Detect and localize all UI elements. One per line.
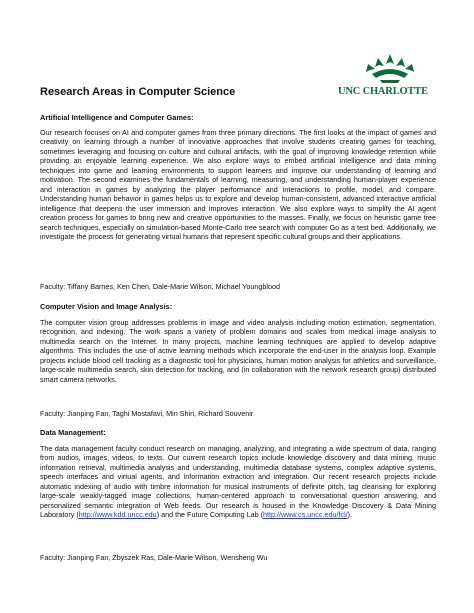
section-body-ai-games: Our research focuses on AI and computer games from three primary directions. The first looks at the impact of games and creativity on learning through a number of innovative approaches that involve students creating games for teaching, sometimes leveraging and focusing on culture and cultural artifacts, with the goal of improving knowledge retention while providing an enjoyable learning experience. We also explore ways to embed artificial intelligence and data mining techniques into game and learning environments to support learners and improve our understanding of learning and motivation. The second examines the fundamentals of learning, measuring, and understanding human-player experience and interaction in games by analyzing the player performance and interactions to profile, model, and compare. Understanding human behavior in games helps us to explore and develop human-consistent, advanced interactive artificial intelligence that deepens the user immersion and improves interaction. We also explore ways to simplify the AI agent creation process for games to bring new and creative opportunities to the masses. Finally, we focus on heuristic game tree search techniques, especially on simulation-based Monte-Carlo tree search with computer Go as a test bed. Additionally, we investigate the process for generating virtual humans that represent specific cultural groups and their applications. bbox=[40, 128, 436, 241]
future-computing-lab-link[interactable]: http://www.cs.uncc.edu/fcl/ bbox=[262, 510, 348, 520]
section-body-data-management bbox=[40, 444, 436, 520]
section-heading-vision: Computer Vision and Image Analysis: bbox=[40, 302, 173, 311]
kdd-lab-link[interactable]: http://www.kdd.uncc.edu bbox=[78, 510, 157, 520]
crown-emblem-icon bbox=[360, 50, 420, 86]
data-management-text: The data management faculty conduct research on managing, analyzing, and integrating a wide spectrum of data, ranging from audios, images, videos, to texts. Our current research topics include knowledge discovery and data mining, music information retrieval, multimedia analysis and understanding, multimedia database systems, complex adaptive systems, speech interfaces and virtual agents, and information extraction and integration. Our recent research projects include automatic indexing of audio with timbre information for musical instruments of definite pitch, tag cleansing for exploring large-scale weakly-tagged image collections, human-centered approach to conversational question answering, and personalized semantic integration of Web feeds. Our research is housed in the Knowledge Discovery & Data Mining Laboratory ( bbox=[40, 444, 436, 520]
faculty-data-management: Faculty: Jianping Fan, Zbyszek Ras, Dale-Marie Wilson, Wensheng Wu bbox=[40, 553, 268, 562]
logo-wordmark: UNC CHARLOTTE bbox=[338, 86, 428, 97]
data-management-text-mid: ) and the Future Computing Lab ( bbox=[156, 510, 263, 520]
unc-charlotte-logo bbox=[338, 50, 442, 100]
section-body-vision: The computer vision group addresses problems in image and video analysis including motion estimation, segmentation, recognition, and indexing. The work spans a variety of problem domains and scales from medical image analysis to multimedia search on the Internet. In many projects, machine learning techniques are applied to develop adaptive algorithms. This includes the use of active learning methods which incorporate the end-user in the analysis loop. Example projects include blood cell tracking as a diagnostic tool for physicians, human motion analysis for athletics and surveillance, large-scale multimedia search, skin detection for tracking, and (in collaboration with the network research group) distributed smart camera networks. bbox=[40, 318, 436, 384]
section-heading-ai-games: Artificial Intelligence and Computer Games: bbox=[40, 113, 194, 122]
section-heading-data-management: Data Management: bbox=[40, 428, 106, 437]
data-management-text-end: ). bbox=[347, 510, 353, 520]
faculty-vision: Faculty: Jianping Fan, Taghi Mostafavi, Min Shin, Richard Souvenir bbox=[40, 409, 254, 418]
faculty-ai-games: Faculty: Tiffany Barnes, Ken Chen, Dale-Marie Wilson, Michael Youngblood bbox=[40, 282, 280, 291]
page-title: Research Areas in Computer Science bbox=[40, 86, 236, 98]
